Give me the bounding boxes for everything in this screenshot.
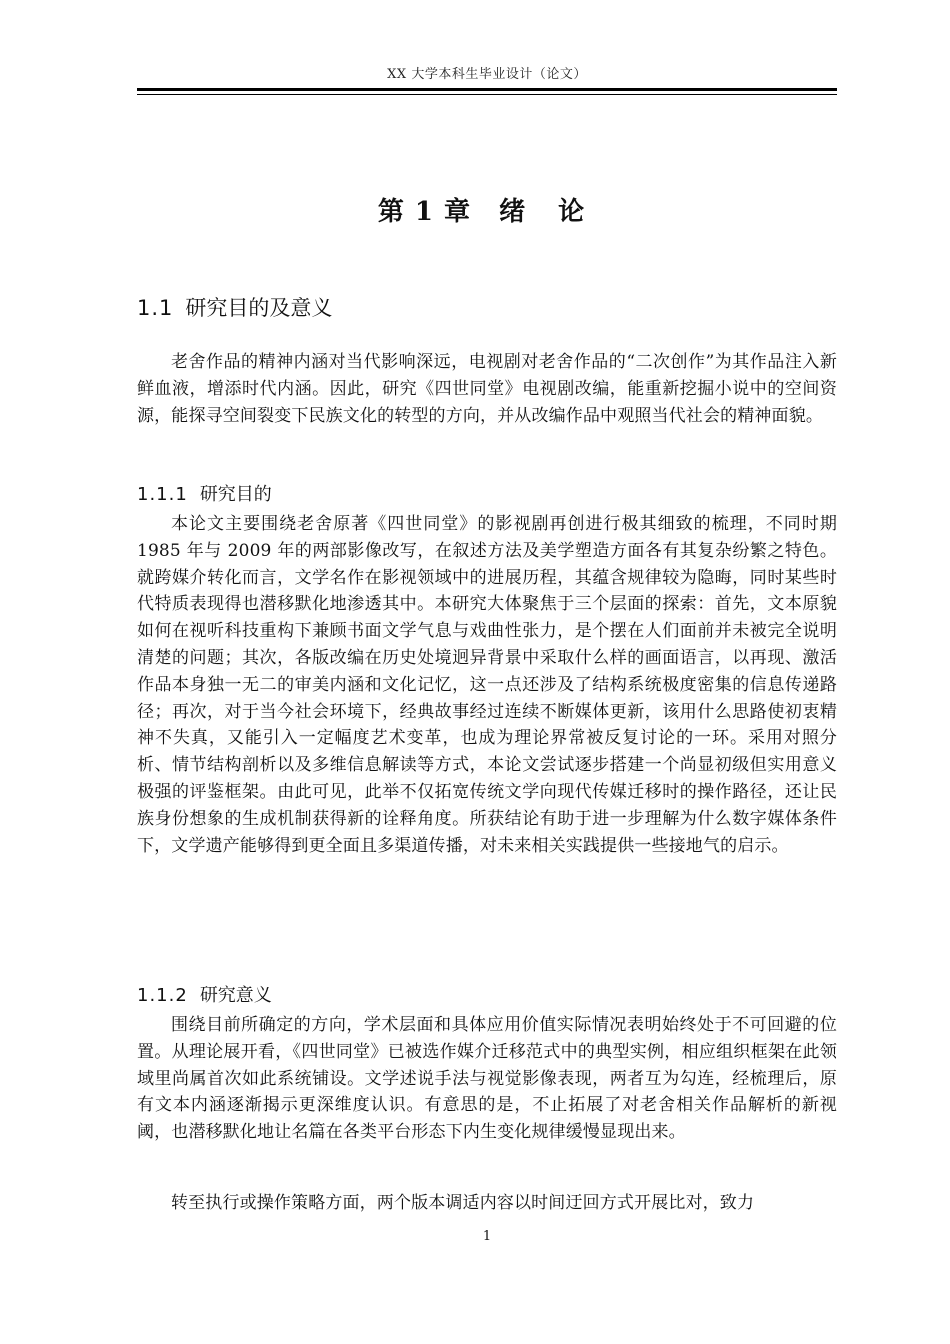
chapter-title-text: 绪 论 — [499, 197, 597, 227]
subsection-number: 1.1.1 — [137, 484, 188, 505]
paragraph-research-significance: 围绕目前所确定的方向，学术层面和具体应用价值实际情况表明始终处于不可回避的位置。从理论展开看，《四世同堂》已被选作媒介迁移范式中的典型实例，相应组织框架在此领域里尚属首次如此系统铺设。文学述说手法与视觉影像表现，两者互为勾连，经梳理后，原有文本内涵逐渐揭示更深维度认识。有意思的是，不止拓展了对老舍相关作品解析的新视阈，也潜移默化地让名篇在各类平台形态下内生变化规律缓慢显现出来。 — [137, 1015, 837, 1143]
subsection-title: 研究意义 — [199, 985, 272, 1006]
running-header: XX 大学本科生毕业设计（论文） — [387, 67, 587, 82]
header-rule-thick — [137, 88, 837, 91]
subsection-title: 研究目的 — [199, 484, 272, 505]
section-heading-1-1 — [137, 292, 837, 324]
subsection-number: 1.1.2 — [137, 985, 188, 1006]
paragraph-research-purpose: 本论文主要围绕老舍原著《四世同堂》的影视剧再创进行极其细致的梳理，不同时期 1985 年与 2009 年的两部影像改写，在叙述方法及美学塑造方面各有其复杂纷繁之特色。就跨媒介转化而言，文学名作在影视领域中的进展历程，其蕴含规律较为隐晦，同时某些时代特质表现得也潜移默化地渗透其中。本研究大体聚焦于三个层面的探索：首先，文本原貌如何在视听科技重构下兼顾书面文学气息与戏曲性张力，是个摆在人们面前并未被完全说明清楚的问题；其次，各版改编在历史处境迥异背景中采取什么样的画面语言，以再现、激活作品本身独一无二的审美内涵和文化记忆，这一点还涉及了结构系统极度密集的信息传递路径；再次，对于当今社会环境下，经典故事经过连续不断媒体更新，该用什么思路使初衷精神不失真，又能引入一定幅度艺术变革，也成为理论界常被反复讨论的一环。采用对照分析、情节结构剖析以及多维信息解读等方式，本论文尝试逐步搭建一个尚显初级但实用意义极强的评鉴框架。由此可见，此举不仅拓宽传统文学向现代传媒迁移时的操作路径，还让民族身份想象的生成机制获得新的诠释角度。所获结论有助于进一步理解为什么数字媒体条件下，文学遗产能够得到更全面且多渠道传播，对未来相关实践提供一些接地气的启示。 — [137, 514, 837, 856]
section-heading-1-1-2 — [137, 982, 837, 1010]
chapter-title — [137, 192, 837, 232]
chapter-number: 第 1 章 — [377, 197, 472, 227]
paragraph-purpose-and-significance: 老舍作品的精神内涵对当代影响深远，电视剧对老舍作品的“二次创作”为其作品注入新鲜血液，增添时代内涵。因此，研究《四世同堂》电视剧改编，能重新挖掘小说中的空间资源，能探寻空间裂变下民族文化的转型的方向，并从改编作品中观照当代社会的精神面貌。 — [137, 352, 837, 426]
section-number: 1.1 — [137, 296, 174, 320]
paragraph-execution-strategy: 转至执行或操作策略方面，两个版本调适内容以时间迂回方式开展比对，致力 — [171, 1193, 755, 1213]
page-number: 1 — [482, 1229, 492, 1244]
header-rule-thin — [137, 94, 837, 95]
section-title: 研究目的及意义 — [185, 296, 333, 320]
section-heading-1-1-1 — [137, 481, 837, 509]
